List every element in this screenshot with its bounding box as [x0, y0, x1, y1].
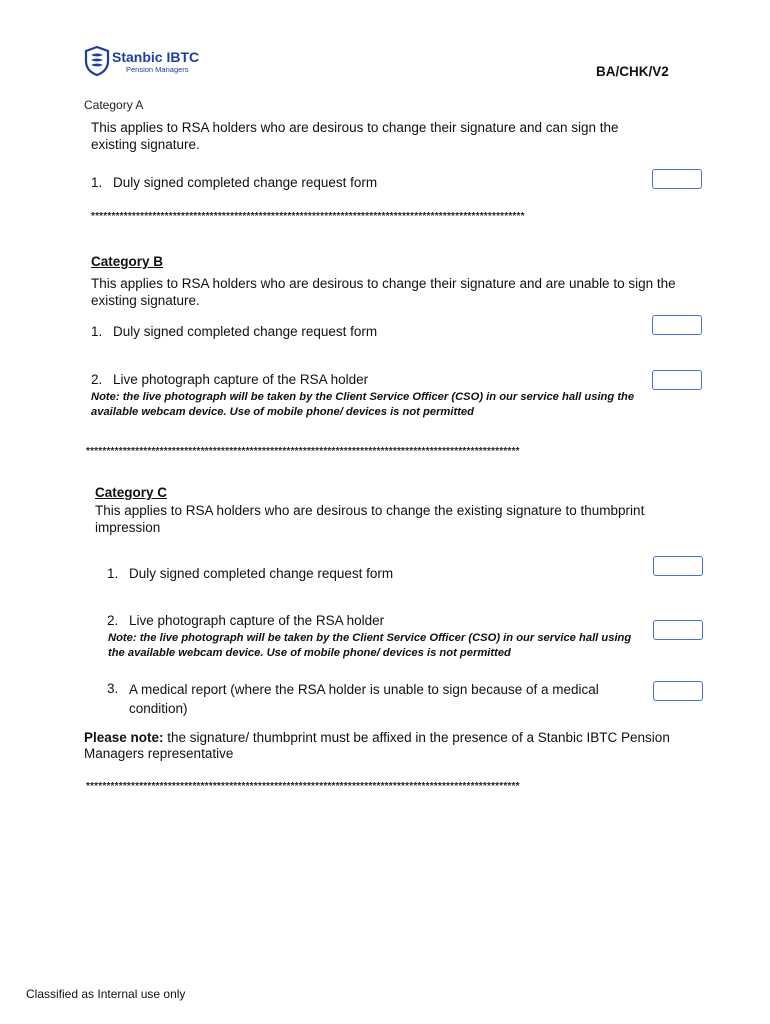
please-note-label: Please note: — [84, 730, 164, 745]
checkbox-category-c-item-2[interactable] — [653, 620, 703, 640]
category-c-item-2 — [107, 612, 384, 629]
list-number: 2. — [91, 372, 103, 387]
list-item-text: Live photograph capture of the RSA holder — [129, 613, 385, 628]
please-note-text: the signature/ thumbprint must be affixed in the presence of a Stanbic IBTC Pension Managers representative — [84, 730, 670, 761]
checkbox-category-c-item-1[interactable] — [653, 556, 703, 576]
category-b-item-2 — [91, 371, 368, 388]
list-item-text: Duly signed completed change request form — [113, 324, 378, 339]
category-c-title: Category C — [95, 485, 168, 500]
logo-sub-text: Pension Managers — [126, 65, 189, 74]
company-logo — [84, 44, 214, 78]
category-c-item-3 — [107, 680, 627, 718]
category-a-description: This applies to RSA holders who are desirous to change their signature and can sign the existing signature. — [91, 120, 619, 152]
category-b-title: Category B — [91, 254, 164, 269]
document-code: BA/CHK/V2 — [596, 64, 669, 79]
list-number: 1. — [107, 566, 119, 581]
category-c-description: This applies to RSA holders who are desirous to change the existing signature to thumbprint impression — [95, 503, 645, 535]
please-note-paragraph — [84, 730, 684, 762]
list-number: 1. — [91, 175, 103, 190]
category-b-description: This applies to RSA holders who are desirous to change their signature and are unable to sign the existing signature. — [91, 276, 676, 308]
separator-line: ********************************************************************************************************** — [86, 782, 520, 792]
logo-main-text: Stanbic IBTC — [112, 49, 200, 65]
list-number: 3. — [107, 681, 119, 696]
separator-line: ********************************************************************************************************** — [86, 447, 520, 457]
list-item-text: Duly signed completed change request form — [113, 175, 378, 190]
list-number: 1. — [91, 324, 103, 339]
checkbox-category-b-item-2[interactable] — [652, 370, 702, 390]
category-b-item-1 — [91, 323, 377, 340]
separator-line: ********************************************************************************************************** — [91, 212, 525, 222]
category-b-note: Note: the live photograph will be taken by the Client Service Officer (CSO) in our service hall using the available webcam device. Use of mobile phone/ devices is not permitted — [91, 391, 635, 418]
list-item-text: Duly signed completed change request form — [129, 566, 394, 581]
category-c-item-1 — [107, 565, 393, 582]
shield-logo-icon — [84, 46, 110, 76]
category-c-note: Note: the live photograph will be taken by the Client Service Officer (CSO) in our service hall using the available webcam device. Use of mobile phone/ devices is not permitted — [108, 632, 632, 659]
classification-footer: Classified as Internal use only — [26, 987, 186, 1001]
checkbox-category-b-item-1[interactable] — [652, 315, 702, 335]
list-item-text: A medical report (where the RSA holder is unable to sign because of a medical condition) — [129, 682, 599, 716]
checkbox-category-c-item-3[interactable] — [653, 681, 703, 701]
list-item-text: Live photograph capture of the RSA holder — [113, 372, 369, 387]
category-a-title: Category A — [84, 98, 144, 112]
category-a-item-1 — [91, 174, 377, 191]
checkbox-category-a-item-1[interactable] — [652, 169, 702, 189]
list-number: 2. — [107, 613, 119, 628]
